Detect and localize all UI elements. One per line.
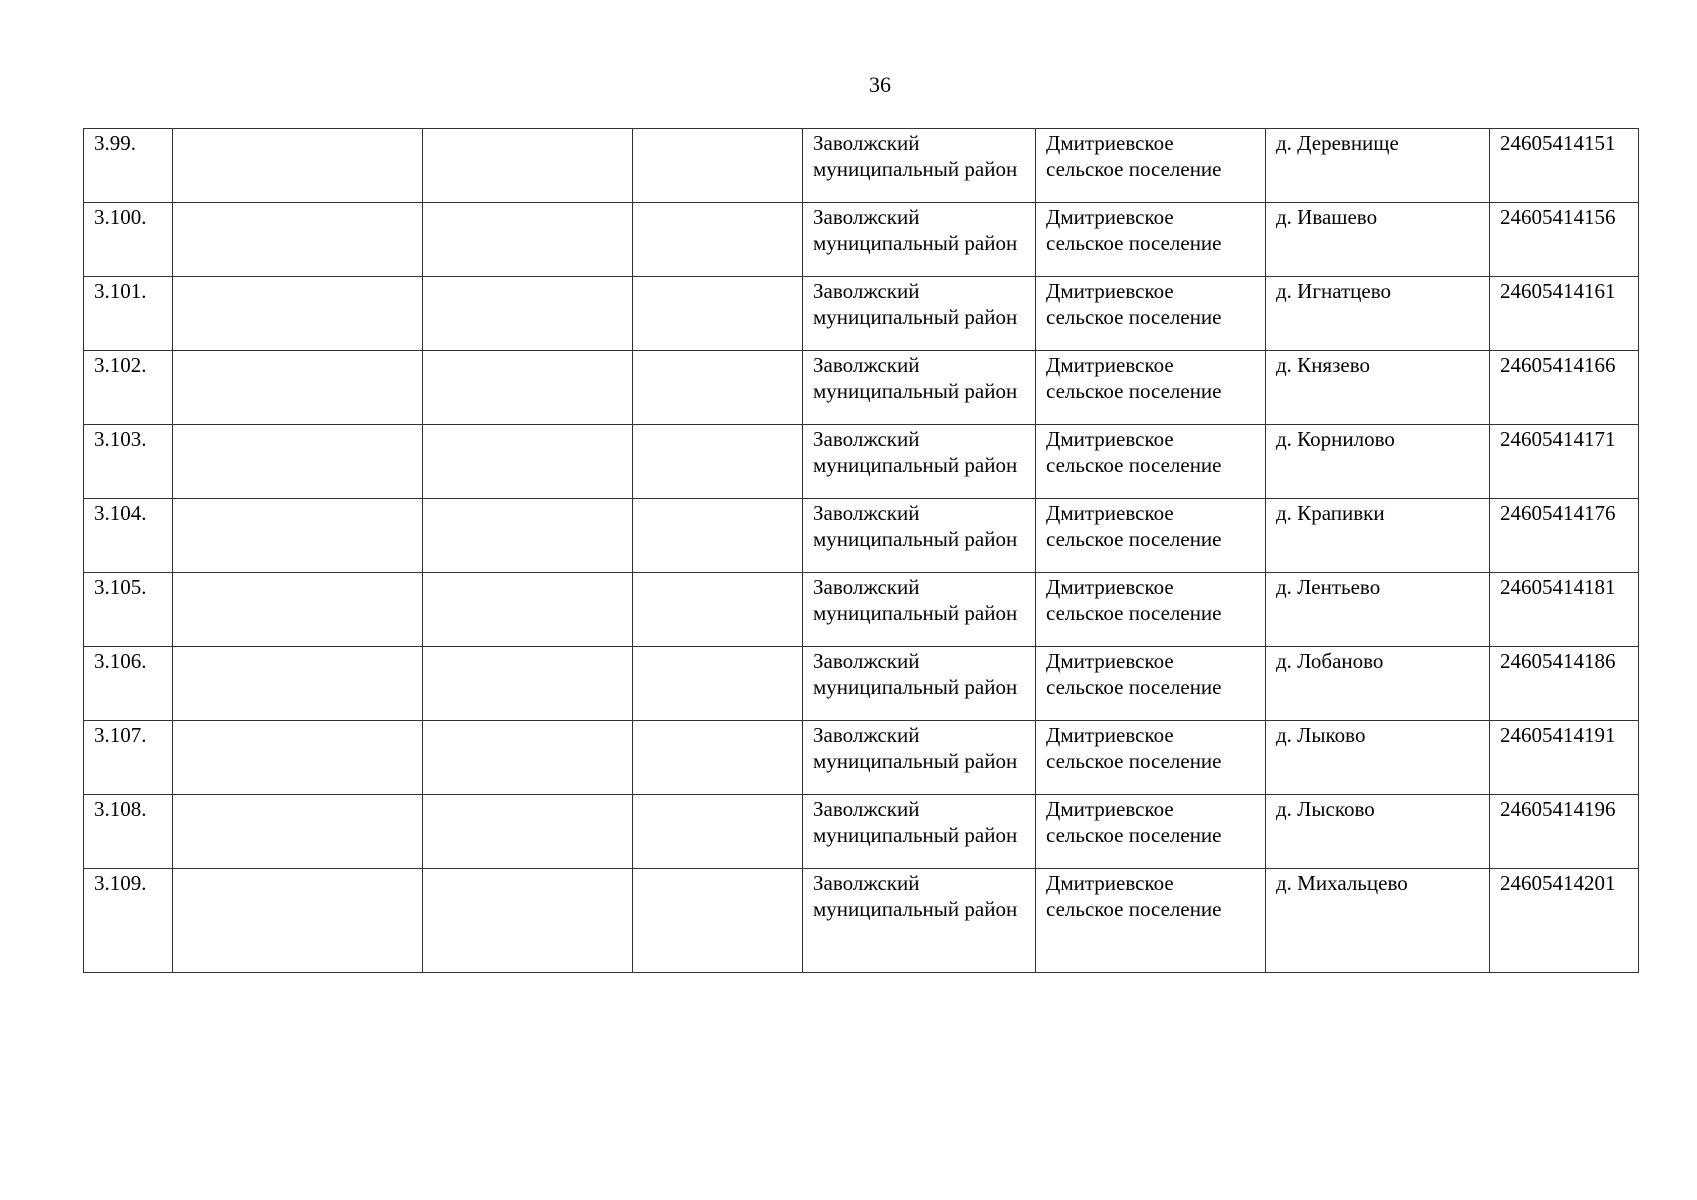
locality-cell: д. Лыково — [1266, 721, 1490, 795]
table-row — [84, 129, 1639, 203]
row-number-cell: 3.105. — [84, 573, 173, 647]
empty-cell-2 — [423, 721, 633, 795]
table-row — [84, 869, 1639, 973]
empty-cell-1 — [173, 795, 423, 869]
district-cell: Заволжский муниципальный район — [803, 499, 1036, 573]
empty-cell-3 — [633, 647, 803, 721]
row-number-cell: 3.109. — [84, 869, 173, 973]
district-cell: Заволжский муниципальный район — [803, 869, 1036, 973]
row-number-cell: 3.104. — [84, 499, 173, 573]
empty-cell-1 — [173, 203, 423, 277]
locality-cell: д. Деревнище — [1266, 129, 1490, 203]
district-cell: Заволжский муниципальный район — [803, 573, 1036, 647]
code-cell: 24605414151 — [1490, 129, 1639, 203]
table-row — [84, 277, 1639, 351]
empty-cell-1 — [173, 425, 423, 499]
locality-cell: д. Ивашево — [1266, 203, 1490, 277]
empty-cell-1 — [173, 351, 423, 425]
row-number-cell: 3.101. — [84, 277, 173, 351]
row-number-cell: 3.106. — [84, 647, 173, 721]
settlement-cell: Дмитриевское сельское поселение — [1036, 721, 1266, 795]
row-number-cell: 3.100. — [84, 203, 173, 277]
code-cell: 24605414196 — [1490, 795, 1639, 869]
settlements-table — [83, 128, 1639, 973]
row-number-cell: 3.107. — [84, 721, 173, 795]
locality-cell: д. Корнилово — [1266, 425, 1490, 499]
empty-cell-3 — [633, 795, 803, 869]
table-row — [84, 351, 1639, 425]
settlement-cell: Дмитриевское сельское поселение — [1036, 499, 1266, 573]
empty-cell-3 — [633, 869, 803, 973]
empty-cell-2 — [423, 203, 633, 277]
district-cell: Заволжский муниципальный район — [803, 203, 1036, 277]
empty-cell-1 — [173, 129, 423, 203]
locality-cell: д. Лобаново — [1266, 647, 1490, 721]
empty-cell-3 — [633, 721, 803, 795]
code-cell: 24605414166 — [1490, 351, 1639, 425]
empty-cell-2 — [423, 129, 633, 203]
empty-cell-2 — [423, 351, 633, 425]
table-row — [84, 721, 1639, 795]
table-row — [84, 425, 1639, 499]
code-cell: 24605414201 — [1490, 869, 1639, 973]
empty-cell-2 — [423, 647, 633, 721]
settlement-cell: Дмитриевское сельское поселение — [1036, 351, 1266, 425]
settlement-cell: Дмитриевское сельское поселение — [1036, 869, 1266, 973]
empty-cell-2 — [423, 795, 633, 869]
district-cell: Заволжский муниципальный район — [803, 277, 1036, 351]
table-row — [84, 499, 1639, 573]
row-number-cell: 3.102. — [84, 351, 173, 425]
district-cell: Заволжский муниципальный район — [803, 351, 1036, 425]
empty-cell-2 — [423, 499, 633, 573]
empty-cell-3 — [633, 203, 803, 277]
empty-cell-3 — [633, 277, 803, 351]
empty-cell-1 — [173, 647, 423, 721]
empty-cell-2 — [423, 573, 633, 647]
page-number: 36 — [869, 72, 891, 97]
settlement-cell: Дмитриевское сельское поселение — [1036, 129, 1266, 203]
code-cell: 24605414161 — [1490, 277, 1639, 351]
empty-cell-1 — [173, 277, 423, 351]
settlement-cell: Дмитриевское сельское поселение — [1036, 425, 1266, 499]
locality-cell: д. Игнатцево — [1266, 277, 1490, 351]
code-cell: 24605414181 — [1490, 573, 1639, 647]
table-row — [84, 647, 1639, 721]
settlement-cell: Дмитриевское сельское поселение — [1036, 277, 1266, 351]
locality-cell: д. Лысково — [1266, 795, 1490, 869]
empty-cell-1 — [173, 573, 423, 647]
code-cell: 24605414191 — [1490, 721, 1639, 795]
district-cell: Заволжский муниципальный район — [803, 721, 1036, 795]
locality-cell: д. Лентьево — [1266, 573, 1490, 647]
row-number-cell: 3.103. — [84, 425, 173, 499]
empty-cell-2 — [423, 869, 633, 973]
empty-cell-1 — [173, 721, 423, 795]
empty-cell-3 — [633, 573, 803, 647]
code-cell: 24605414156 — [1490, 203, 1639, 277]
settlement-cell: Дмитриевское сельское поселение — [1036, 573, 1266, 647]
code-cell: 24605414186 — [1490, 647, 1639, 721]
code-cell: 24605414176 — [1490, 499, 1639, 573]
locality-cell: д. Крапивки — [1266, 499, 1490, 573]
empty-cell-3 — [633, 351, 803, 425]
empty-cell-3 — [633, 129, 803, 203]
district-cell: Заволжский муниципальный район — [803, 647, 1036, 721]
empty-cell-1 — [173, 499, 423, 573]
table-row — [84, 203, 1639, 277]
district-cell: Заволжский муниципальный район — [803, 129, 1036, 203]
settlement-cell: Дмитриевское сельское поселение — [1036, 647, 1266, 721]
empty-cell-2 — [423, 425, 633, 499]
table-body — [84, 129, 1639, 973]
row-number-cell: 3.108. — [84, 795, 173, 869]
table-row — [84, 573, 1639, 647]
settlement-cell: Дмитриевское сельское поселение — [1036, 203, 1266, 277]
district-cell: Заволжский муниципальный район — [803, 795, 1036, 869]
empty-cell-3 — [633, 499, 803, 573]
empty-cell-2 — [423, 277, 633, 351]
code-cell: 24605414171 — [1490, 425, 1639, 499]
district-cell: Заволжский муниципальный район — [803, 425, 1036, 499]
locality-cell: д. Михальцево — [1266, 869, 1490, 973]
row-number-cell: 3.99. — [84, 129, 173, 203]
empty-cell-3 — [633, 425, 803, 499]
locality-cell: д. Князево — [1266, 351, 1490, 425]
table-row — [84, 795, 1639, 869]
empty-cell-1 — [173, 869, 423, 973]
settlement-cell: Дмитриевское сельское поселение — [1036, 795, 1266, 869]
